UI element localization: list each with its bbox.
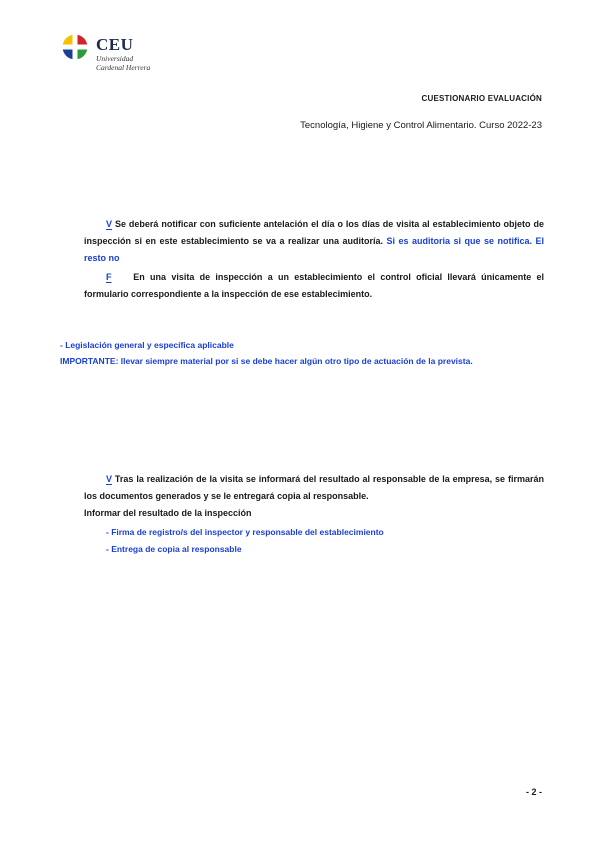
question-3 (84, 471, 544, 505)
question-1-note: Si es auditoria si que se notifica. El resto no (84, 236, 544, 263)
important-text: : llevar siempre material por si se debe hacer algún otro tipo de actuación de la prevista. (115, 356, 473, 366)
question-2-text: En una visita de inspección a un establecimiento el control oficial llevará únicamente el formulario correspondiente a la inspección de ese establecimiento. (84, 272, 544, 299)
question-1-text: Se deberá notificar con suficiente antelación el día o los días de visita al establecimiento objeto de inspección si en este establecimiento se va a realizar una auditoría. (84, 219, 544, 246)
question-3-subheading: Informar del resultado de la inspección (84, 508, 252, 518)
page-number: - 2 - (525, 787, 542, 797)
question-block-1 (84, 216, 544, 303)
logo-subtitle-1: Universidad (96, 54, 134, 63)
list-item: - Firma de registro/s del inspector y responsable del establecimiento (106, 527, 384, 537)
question-3-items (84, 524, 544, 558)
university-logo (62, 34, 182, 78)
document-title: CUESTIONARIO EVALUACIÓN (421, 94, 542, 103)
logo-name: CEU (96, 35, 134, 54)
question-3-text: Tras la realización de la visita se informará del resultado al responsable de la empresa, se firmarán los documentos generados y se le entregará copia al responsable. (84, 474, 544, 501)
legislation-note: - Legislación general y específica aplicable (60, 340, 234, 350)
course-title: Tecnología, Higiene y Control Alimentario. Curso 2022-23 (300, 120, 542, 131)
question-2 (84, 269, 544, 303)
important-label: IMPORTANTE (60, 356, 116, 366)
logo-subtitle-2: Cardenal Herrera (96, 63, 151, 72)
answer-1: V (106, 219, 113, 229)
logo-text (96, 36, 150, 72)
question-1 (84, 216, 544, 267)
answer-3: V (106, 474, 113, 484)
notes-block (60, 337, 550, 369)
list-item: - Entrega de copia al responsable (106, 544, 242, 554)
ceu-emblem-icon (62, 34, 88, 60)
answer-2: F (106, 272, 112, 282)
question-block-3 (84, 471, 544, 558)
important-note (60, 353, 550, 369)
